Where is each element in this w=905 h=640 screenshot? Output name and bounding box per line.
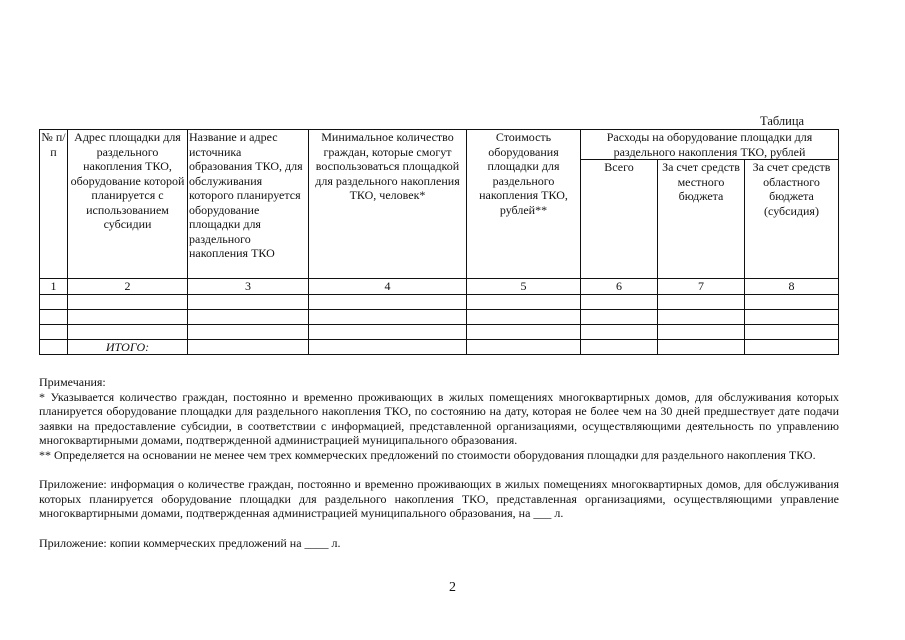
col-num-7: 7 xyxy=(658,279,745,295)
total-row xyxy=(40,339,839,355)
header-expenses-group: Расходы на оборудование площадки для раздельного накопления ТКО, рублей xyxy=(581,130,839,160)
table-caption: Таблица xyxy=(760,114,805,128)
expenses-table xyxy=(39,129,839,355)
table-row xyxy=(40,324,839,339)
col-num-2: 2 xyxy=(68,279,188,295)
col-num-1: 1 xyxy=(40,279,68,295)
notes-section xyxy=(39,375,839,550)
header-source: Название и адрес источника образования ТКО, для обслуживания которого планируется оборудование площадки для раздельного накопления ТКО xyxy=(188,130,309,279)
appendix-1: Приложение: информация о количестве граждан, постоянно и временно проживающих в жилых помещениях многоквартирных домов, для обслуживания которых планируется оборудование площадки для раздельного накопления ТКО, представленная организациями, осуществляющими управление многоквартирными домами, подтвержденная администрацией муниципального образования, на ___ л. xyxy=(39,477,839,520)
appendix-2: Приложение: копии коммерческих предложений на ____ л. xyxy=(39,535,341,550)
header-local: За счет средств местного бюджета xyxy=(658,160,745,279)
header-cost: Стоимость оборудования площадки для раздельного накопления ТКО, рублей** xyxy=(467,130,581,279)
table-row xyxy=(40,309,839,324)
header-citizens: Минимальное количество граждан, которые смогут воспользоваться площадкой для раздельного накопления ТКО, человек* xyxy=(309,130,467,279)
note-1: * Указывается количество граждан, постоянно и временно проживающих в жилых помещениях многоквартирных домов, для обслуживания которых планируется оборудование площадки для раздельного накопления ТКО, по состоянию на дату, которая не более чем на 30 дней предшествует дате подачи заявки на предоставление субсидии, в соответствии с информацией, представленной организациями, осуществляющими деятельность по управлению многоквартирными домами, подтвержденной администрацией муниципального образования. xyxy=(39,389,839,447)
header-address: Адрес площадки для раздельного накопления ТКО, оборудование которой планируется с использованием субсидии xyxy=(68,130,188,279)
header-total: Всего xyxy=(581,160,658,279)
note-2: ** Определяется на основании не менее чем трех коммерческих предложений по стоимости оборудования площадки для раздельного накопления ТКО. xyxy=(39,447,816,462)
col-num-8: 8 xyxy=(745,279,839,295)
notes-heading: Примечания: xyxy=(39,375,106,389)
total-label: ИТОГО: xyxy=(68,339,188,355)
page-number: 2 xyxy=(449,580,456,595)
col-num-4: 4 xyxy=(309,279,467,295)
table-row xyxy=(40,294,839,309)
header-num: № п/п xyxy=(40,130,68,279)
column-numbers-row xyxy=(40,279,839,295)
col-num-3: 3 xyxy=(188,279,309,295)
col-num-6: 6 xyxy=(581,279,658,295)
header-row-1 xyxy=(40,130,839,160)
col-num-5: 5 xyxy=(467,279,581,295)
header-regional: За счет средств областного бюджета (субсидия) xyxy=(745,160,839,279)
